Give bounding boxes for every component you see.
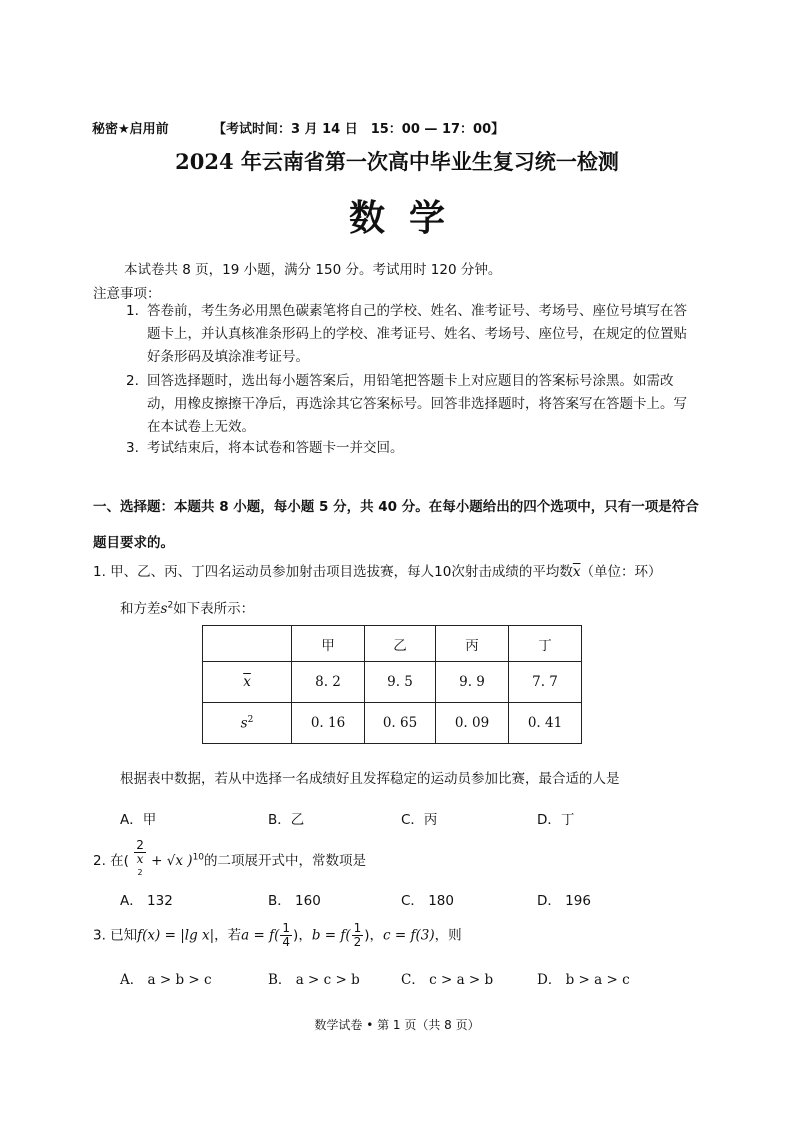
table-cell: 8. 2 — [292, 662, 365, 703]
exam-title: 2024 年云南省第一次高中毕业生复习统一检测 — [175, 149, 619, 174]
q2-text: 的二项展开式中，常数项是 — [204, 853, 367, 869]
option-c: C． c > a > b — [401, 972, 494, 988]
option-d: D． 196 — [537, 893, 591, 909]
fraction — [134, 839, 146, 883]
mean-symbol: $\overline{x}$ — [572, 564, 581, 580]
table-cell: $s^2$ — [203, 703, 292, 744]
variance-symbol: s — [160, 601, 168, 617]
stats-table — [202, 625, 582, 744]
option-c: C．丙 — [401, 812, 438, 828]
table-cell: 丁 — [509, 626, 582, 662]
q3-text: ， — [369, 927, 384, 944]
table-row — [203, 703, 582, 744]
section-heading: 一、选择题：本题共 8 小题，每小题 5 分，共 40 分。在每小题给出的四个选项中，只有一项是符合题目要求的。 — [93, 499, 699, 551]
q3-text: ，则 — [434, 927, 462, 944]
option-c: C． 180 — [401, 893, 454, 909]
table-cell: 0. 16 — [292, 703, 365, 744]
q1-text: 如下表所示： — [173, 601, 255, 617]
fraction-numerator: 2 — [136, 838, 144, 852]
table-cell: 乙 — [365, 626, 436, 662]
notice-item-3 — [126, 437, 696, 460]
table-row — [203, 662, 582, 703]
option-a: A． a > b > c — [120, 972, 212, 988]
q2-text: 2. 在 — [93, 853, 124, 869]
notice-num: 2. — [126, 373, 139, 389]
q1-text: 和方差 — [120, 601, 161, 617]
q1-line2: 和方差$s^2$如下表所示： — [120, 600, 255, 617]
q3-a: a = f( — [241, 927, 280, 944]
q1-unit: （单位：环） — [580, 564, 662, 580]
table-cell: 9. 9 — [436, 662, 509, 703]
table-cell: 9. 5 — [365, 662, 436, 703]
subject-title: 数学 — [348, 197, 469, 239]
fraction-numerator: 1 — [282, 921, 291, 935]
option-a: A．甲 — [120, 812, 157, 828]
exam-info: 本试卷共 8 页，19 小题，满分 150 分。考试用时 120 分钟。 — [124, 262, 502, 278]
q2-expr: + √x ) — [151, 853, 193, 869]
table-cell: 0. 41 — [509, 703, 582, 744]
notice-item-1 — [126, 300, 696, 369]
table-cell — [203, 626, 292, 662]
table-cell: 7. 7 — [509, 662, 582, 703]
table-cell: 甲 — [292, 626, 365, 662]
notice-heading: 注意事项： — [93, 286, 161, 302]
q1-line1 — [93, 560, 661, 580]
page-footer: 数学试卷 • 第 1 页（共 8 页） — [314, 1018, 480, 1032]
q3-text: ，若 — [214, 927, 242, 944]
table-row — [203, 626, 582, 662]
option-b: B． 160 — [268, 893, 321, 909]
option-b: B． a > c > b — [268, 972, 360, 988]
q3-text: ， — [298, 927, 312, 944]
option-a: A． 132 — [120, 893, 173, 909]
notice-item-2 — [126, 370, 696, 439]
option-b: B．乙 — [268, 812, 305, 828]
q3-b: b = f( — [311, 927, 351, 944]
fraction-denominator: 2 — [353, 935, 362, 949]
confidential-label: 秘密★启用前 — [92, 122, 169, 137]
q3-stem: 3. 已知f(x) = |lg x|，若a = f( $\frac{1}{4}$ )，b = f( $\frac{1}{2}$ )，c = f(3)，则 — [93, 921, 462, 949]
table-cell: 丙 — [436, 626, 509, 662]
q2-stem: 2. 在( 2 x $^2$ + √x )$^{10}$的二项展开式中，常数项是 — [93, 839, 366, 883]
table-cell — [203, 662, 292, 703]
q3-text: 3. 已知 — [93, 927, 138, 944]
variance-symbol: s — [240, 715, 248, 732]
q2-exponent: 10 — [192, 852, 205, 863]
option-d: D．丁 — [537, 812, 575, 828]
notice-num: 1. — [126, 303, 139, 319]
fraction-denominator: 4 — [282, 935, 291, 949]
fraction — [280, 922, 292, 949]
mean-symbol: $\overline{x}$ — [243, 674, 251, 690]
notice-text: 答卷前，考生务必用黑色碳素笔将自己的学校、姓名、准考证号、考场号、座位号填写在答题卡上，并认真核准条形码上的学校、准考证号、姓名、考场号、座位号，在规定的位置贴好条形码及填涂准考证号。 — [147, 303, 687, 365]
notice-text: 考试结束后，将本试卷和答题卡一并交回。 — [147, 440, 404, 456]
exam-time: 【考试时间：3 月 14 日 15：00 — 17：00】 — [213, 122, 505, 137]
fraction — [352, 922, 364, 949]
q1-stem: 根据表中数据，若从中选择一名成绩好且发挥稳定的运动员参加比赛，最合适的人是 — [120, 771, 620, 787]
table-cell: 0. 09 — [436, 703, 509, 744]
fraction-denominator: x $^2$ — [136, 852, 144, 877]
q3-function: f(x) = |lg x| — [137, 927, 215, 944]
q1-text: 1. 甲、乙、丙、丁四名运动员参加射击项目选拔赛，每人10次射击成绩的平均数 — [93, 564, 573, 580]
notice-num: 3. — [126, 440, 139, 456]
q3-c: c = f(3) — [383, 927, 435, 944]
fraction-numerator: 1 — [353, 921, 362, 935]
notice-text: 回答选择题时，选出每小题答案后，用铅笔把答题卡上对应题目的答案标号涂黑。如需改动，用橡皮擦擦干净后，再选涂其它答案标号。回答非选择题时，将答案写在答题卡上。写在本试卷上无效。 — [147, 373, 687, 435]
table-cell: 0. 65 — [365, 703, 436, 744]
option-d: D． b > a > c — [537, 972, 630, 988]
